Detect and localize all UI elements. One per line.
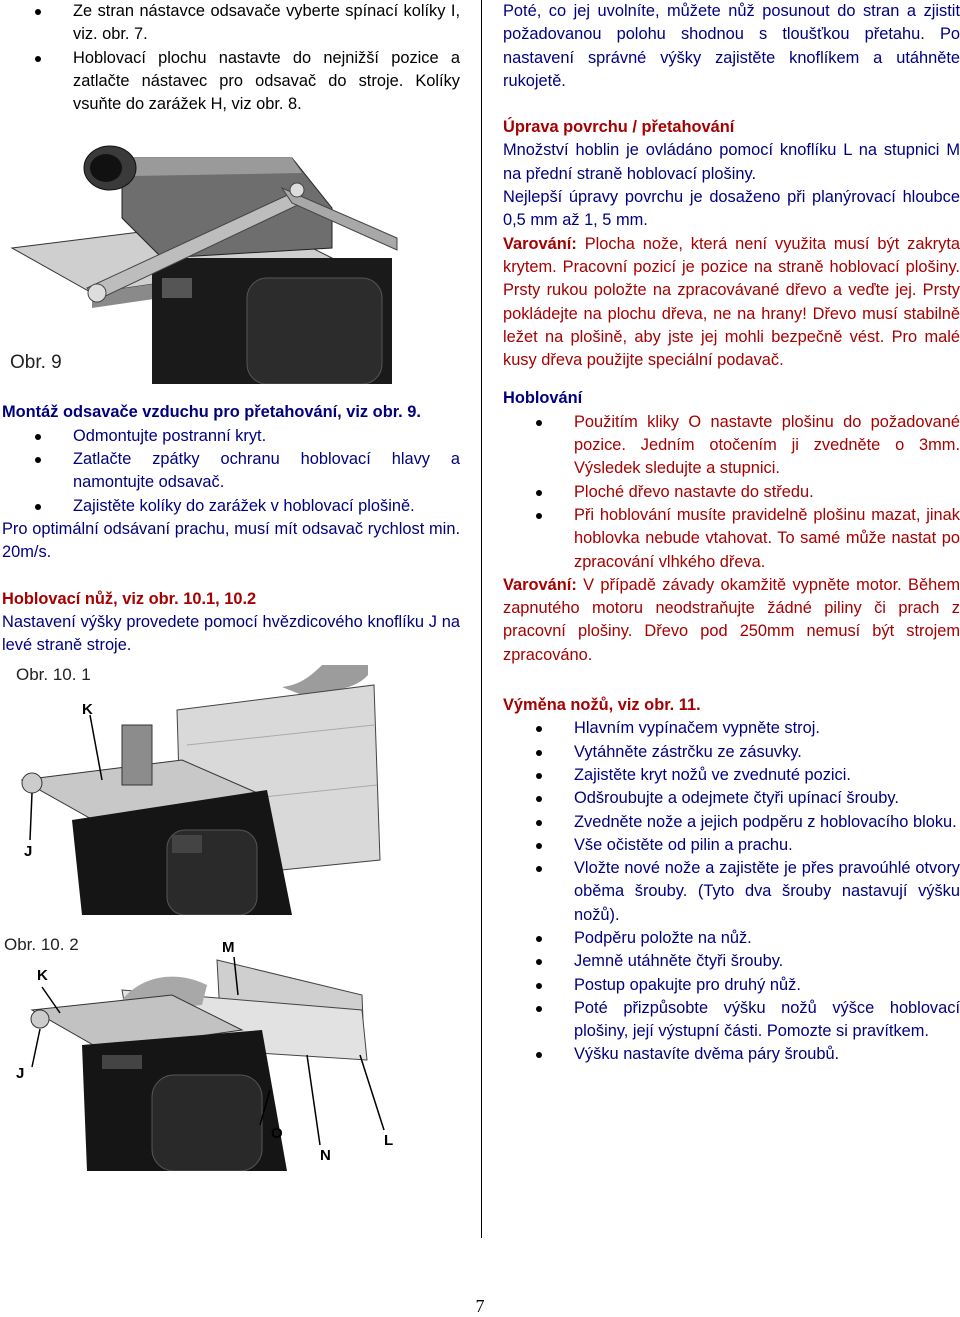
figure-10-2-label: Obr. 10. 2	[4, 935, 79, 955]
figure-9-illustration	[2, 128, 402, 384]
montaz-bullets	[2, 425, 460, 518]
page-number: 7	[475, 1296, 485, 1316]
label-j: J	[24, 843, 33, 861]
figure-10-2	[2, 935, 402, 1171]
section-heading-noz: Hoblovací nůž, viz obr. 10.1, 10.2	[2, 589, 257, 608]
figure-10-1-illustration	[2, 665, 402, 915]
uprava-p2: Nejlepší úpravy povrchu je dosaženo při planýrovací hloubce 0,5 mm až 1, 5 mm.	[503, 188, 960, 230]
column-divider	[481, 0, 482, 1238]
list-item: Zajistěte kryt nožů ve zvednuté pozici.	[503, 764, 960, 787]
section-heading-uprava: Úprava povrchu / přetahování	[503, 118, 735, 137]
intro-text: Poté, co jej uvolníte, můžete nůž posunout do stran a zjistit požadovanou polohu shodnou s tloušťkou přetahu. Po nastavení správné výšky zajistěte knoflíkem a utáhněte rukojetě.	[503, 2, 960, 90]
list-item: Zatlačte zpátky ochranu hoblovací hlavy a namontujte odsavač.	[2, 448, 460, 495]
list-item: Vytáhněte zástrčku ze zásuvky.	[503, 741, 960, 764]
label-l: L	[384, 1132, 394, 1150]
hoblovani-warning	[503, 574, 960, 667]
uprava-p1: Množství hoblin je ovládáno pomocí knoflíku L na stupnici M na přední straně hoblovací plošiny.	[503, 141, 960, 183]
list-item: Vše očistěte od pilin a prachu.	[503, 834, 960, 857]
list-item: Poté přizpůsobte výšku nožů výšce hoblovací plošiny, její výstupní části. Pomozte si pravítkem.	[503, 997, 960, 1044]
section-heading-hoblovani: Hoblování	[503, 389, 583, 408]
figure-10-1-label: Obr. 10. 1	[16, 665, 91, 685]
figure-10-1	[2, 665, 402, 915]
list-item: Hoblovací plochu nastavte do nejnižší pozice a zatlačte nástavec pro odsavač do stroje. Kolíky vsuňte do zarážek H, viz obr. 8.	[2, 47, 460, 117]
intro-bullets	[2, 0, 460, 116]
list-item: Odšroubujte a odejmete čtyři upínací šrouby.	[503, 787, 960, 810]
warning-text: V případě závady okamžitě vypněte motor. Během zapnutého motoru neodstraňujte žádné piliny či prach z pracovní plošiny. Dřevo pod 250mm nemusí být strojem zpracováno.	[503, 575, 960, 664]
figure-9	[2, 128, 402, 384]
warning-text: Plocha nože, která není využita musí být zakryta krytem. Pracovní pozicí je pozice na straně hoblovací plošiny. Prsty rukou položte na zpracovávané dřevo a veďte jej. Prsty pokládejte na plochu dřeva, ne na hrany! Dřevo musí stabilně ležet na plošině, aby jste jej mohli bezpečně vést. Pro malé kusy dřeva použijte speciální podavač.	[503, 234, 960, 370]
label-k: K	[37, 967, 48, 985]
figure-9-label: Obr. 9	[10, 352, 62, 374]
list-item: Vložte nové nože a zajistěte je přes pravoúhlé otvory oběma šrouby. (Tyto dva šrouby nastavují výšku nožů).	[503, 857, 960, 927]
vymena-bullets	[503, 717, 960, 1066]
warning-label: Varování:	[503, 234, 577, 253]
list-item: Podpěru položte na nůž.	[503, 927, 960, 950]
label-j: J	[16, 1065, 25, 1083]
noz-text: Nastavení výšky provedete pomocí hvězdicového knoflíku J na levé straně stroje.	[2, 612, 460, 655]
list-item: Ploché dřevo nastavte do středu.	[503, 481, 960, 504]
hoblovani-bullets	[503, 411, 960, 574]
list-item: Jemně utáhněte čtyři šrouby.	[503, 950, 960, 973]
list-item: Ze stran nástavce odsavače vyberte spínací kolíky I, viz. obr. 7.	[2, 0, 460, 47]
label-m: M	[222, 939, 235, 957]
warning-label: Varování:	[503, 575, 577, 594]
section-heading-montaz: Montáž odsavače vzduchu pro přetahování, viz obr. 9.	[2, 403, 421, 422]
uprava-warning	[503, 233, 960, 373]
list-item: Zajistěte kolíky do zarážek v hoblovací plošině.	[2, 495, 460, 518]
label-k: K	[82, 701, 93, 719]
list-item: Použitím kliky O nastavte plošinu do požadované pozice. Jedním otočením ji zvedněte o 3mm. Výsledek sledujte a stupnici.	[503, 411, 960, 481]
label-n: N	[320, 1147, 331, 1165]
list-item: Zvedněte nože a jejich podpěru z hoblovacího bloku.	[503, 811, 960, 834]
section-heading-vymena: Výměna nožů, viz obr. 11.	[503, 696, 701, 715]
label-o: O	[271, 1125, 283, 1143]
left-column	[2, 0, 460, 1171]
list-item: Postup opakujte pro druhý nůž.	[503, 974, 960, 997]
list-item: Výšku nastavíte dvěma páry šroubů.	[503, 1043, 960, 1066]
montaz-note: Pro optimální odsávaní prachu, musí mít odsavač rychlost min. 20m/s.	[2, 519, 460, 562]
list-item: Při hoblování musíte pravidelně plošinu mazat, jinak hoblovka nebude vtahovat. To samé může nastat po zpracování vlhkého dřeva.	[503, 504, 960, 574]
list-item: Odmontujte postranní kryt.	[2, 425, 460, 448]
list-item: Hlavním vypínačem vypněte stroj.	[503, 717, 960, 740]
right-column	[503, 0, 960, 1067]
figure-10-2-illustration	[2, 935, 402, 1171]
